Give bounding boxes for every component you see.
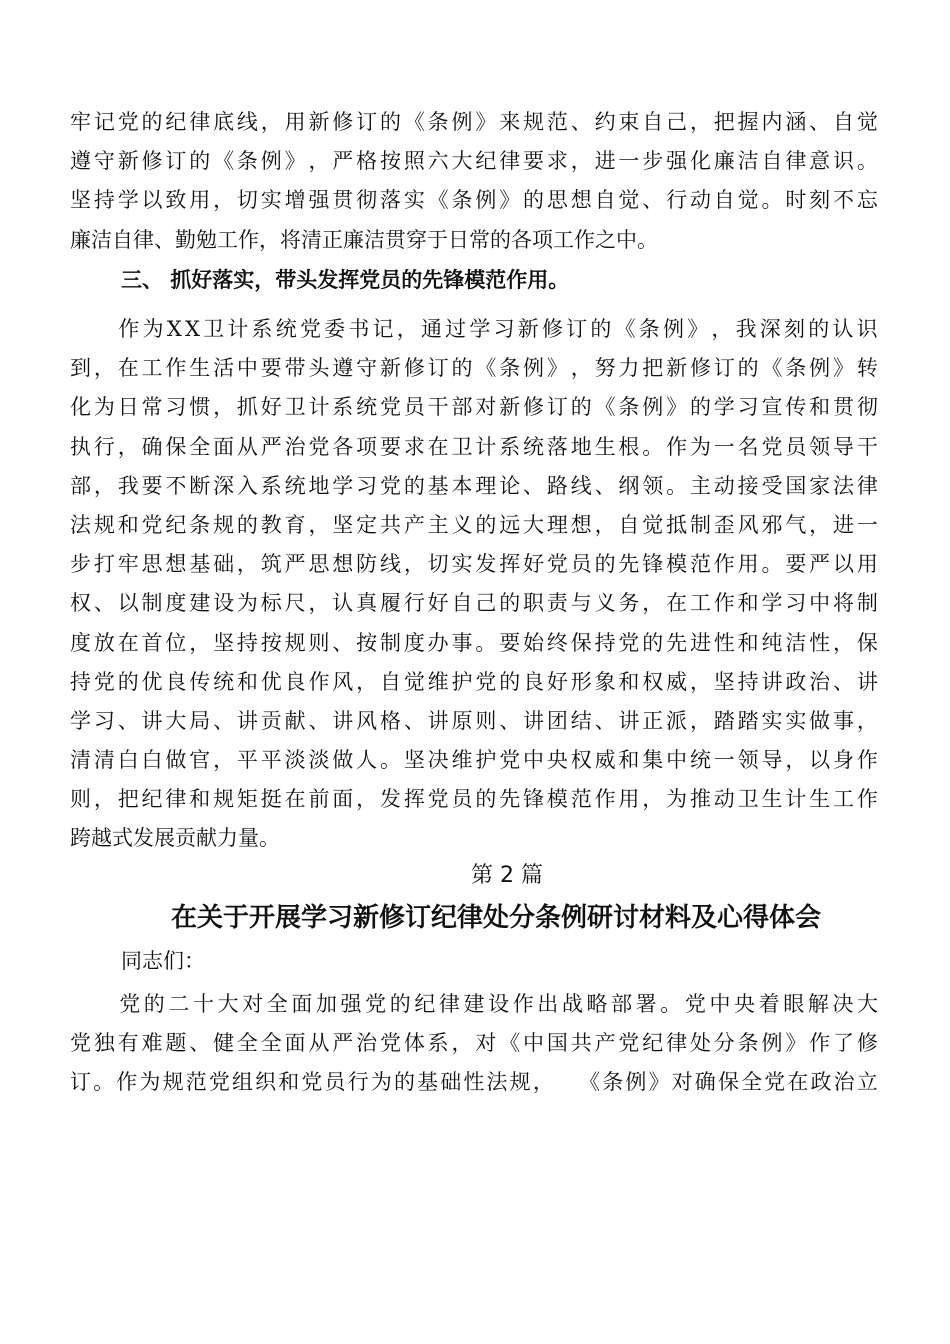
paragraph-line: 清 清 白 白 做 官 ， 平 平 淡 淡 做 人 。 坚 决 维 护 党 中 央 权 威 和 集 中 统 一 领 导 ， 以 身 作 (70, 748, 878, 773)
paragraph-line: 党 的 二 十 大 对 全 面 加 强 党 的 纪 律 建 设 作 出 战 略 部 署 。 党 中 央 着 眼 解 决 大 (119, 992, 878, 1016)
continued-paragraph (70, 103, 878, 260)
paragraph-line: 则 ， 把 纪 律 和 规 矩 挺 在 前 面 ， 发 挥 党 员 的 先 锋 模 范 作 用 ， 为 推 动 卫 生 计 生 工 作 (70, 787, 878, 812)
paragraph-line: 持 党 的 优 良 传 统 和 优 良 作 风 ， 自 觉 维 护 党 的 良 好 形 象 和 权 威 ， 坚 持 讲 政 治 、 讲 (70, 669, 878, 694)
section-heading: 三、 抓好落实，带头发挥党员的先锋模范作用。 (121, 268, 570, 292)
paragraph-line: 步 打 牢 思 想 基 础 ， 筑 严 思 想 防 线 ， 切 实 发 挥 好 党 员 的 先 锋 模 范 作 用 。 要 严 以 用 (70, 552, 878, 577)
paragraph-line: 廉洁自律、勤勉工作，将清正廉洁贯穿于日常的各项工作之中。 (70, 227, 658, 252)
paragraph-line: 党 独 有 难 题 、 健 全 全 面 从 严 治 党 体 系 ， 对 《 中 国 共 产 党 纪 律 处 分 条 例 》 作 了 修 (70, 1031, 878, 1056)
paragraph-line: 坚 持 学 以 致 用 ， 切 实 增 强 贯 彻 落 实 《 条 例 》 的 思 想 自 觉 、 行 动 自 觉 。 时 刻 不 忘 (70, 188, 878, 213)
paragraph-line: 学 习 、 讲 大 局 、 讲 贡 献 、 讲 风 格 、 讲 原 则 、 讲 团 结 、 讲 正 派 ， 踏 踏 实 实 做 事 ， (70, 708, 878, 733)
paragraph-line: 部 ， 我 要 不 断 深 入 系 统 地 学 习 党 的 基 本 理 论 、 路 线 、 纲 领 。 主 动 接 受 国 家 法 律 (70, 473, 878, 498)
section-three-paragraph (70, 310, 878, 859)
paragraph-line: 到 ， 在 工 作 生 活 中 要 带 头 遵 守 新 修 订 的 《 条 例 》 ， 努 力 把 新 修 订 的 《 条 例 》 转 (70, 356, 878, 381)
paragraph-line: 牢 记 党 的 纪 律 底 线 ， 用 新 修 订 的 《 条 例 》 来 规 范 、 约 束 自 己 ， 把 握 内 涵 、 自 觉 (70, 110, 878, 134)
paragraph-line: 订 。 作 为 规 范 党 组 织 和 党 员 行 为 的 基 础 性 法 规 ， 《 条 例 》 对 确 保 全 党 在 政 治 立 (70, 1070, 878, 1095)
chapter-label: 第 2 篇 (471, 863, 543, 888)
paragraph-line: 法 规 和 党 纪 条 规 的 教 育 ， 坚 定 共 产 主 义 的 远 大 理 想 ， 自 觉 抵 制 歪 风 邪 气 ， 进 一 (70, 512, 878, 537)
paragraph-line: 作 为 X X 卫 计 系 统 党 委 书 记 ， 通 过 学 习 新 修 订 的 《 条 例 》 ， 我 深 刻 的 认 识 (118, 317, 878, 341)
paragraph-line: 执 行 ， 确 保 全 面 从 严 治 党 各 项 要 求 在 卫 计 系 统 落 地 生 根 。 作 为 一 名 党 员 领 导 干 (70, 434, 878, 459)
document-title: 在关于开展学习新修订纪律处分条例研讨材料及心得体会 (170, 903, 821, 933)
paragraph-line: 度 放 在 首 位 ， 坚 持 按 规 则 、 按 制 度 办 事 。 要 始 终 保 持 党 的 先 进 性 和 纯 洁 性 ， 保 (70, 630, 878, 655)
paragraph-line: 化 为 日 常 习 惯 ， 抓 好 卫 计 系 统 党 员 干 部 对 新 修 订 的 《 条 例 》 的 学 习 宣 传 和 贯 彻 (70, 395, 878, 420)
opening-paragraph (70, 985, 878, 1103)
paragraph-line: 遵 守 新 修 订 的 《 条 例 》 ， 严 格 按 照 六 大 纪 律 要 求 ， 进 一 步 强 化 廉 洁 自 律 意 识 。 (70, 149, 878, 174)
salutation: 同志们： (121, 949, 205, 973)
paragraph-line: 跨越式发展贡献力量。 (70, 826, 280, 851)
paragraph-line: 权 、 以 制 度 建 设 为 标 尺 ， 认 真 履 行 好 自 己 的 职 责 与 义 务 ， 在 工 作 和 学 习 中 将 制 (70, 591, 878, 616)
